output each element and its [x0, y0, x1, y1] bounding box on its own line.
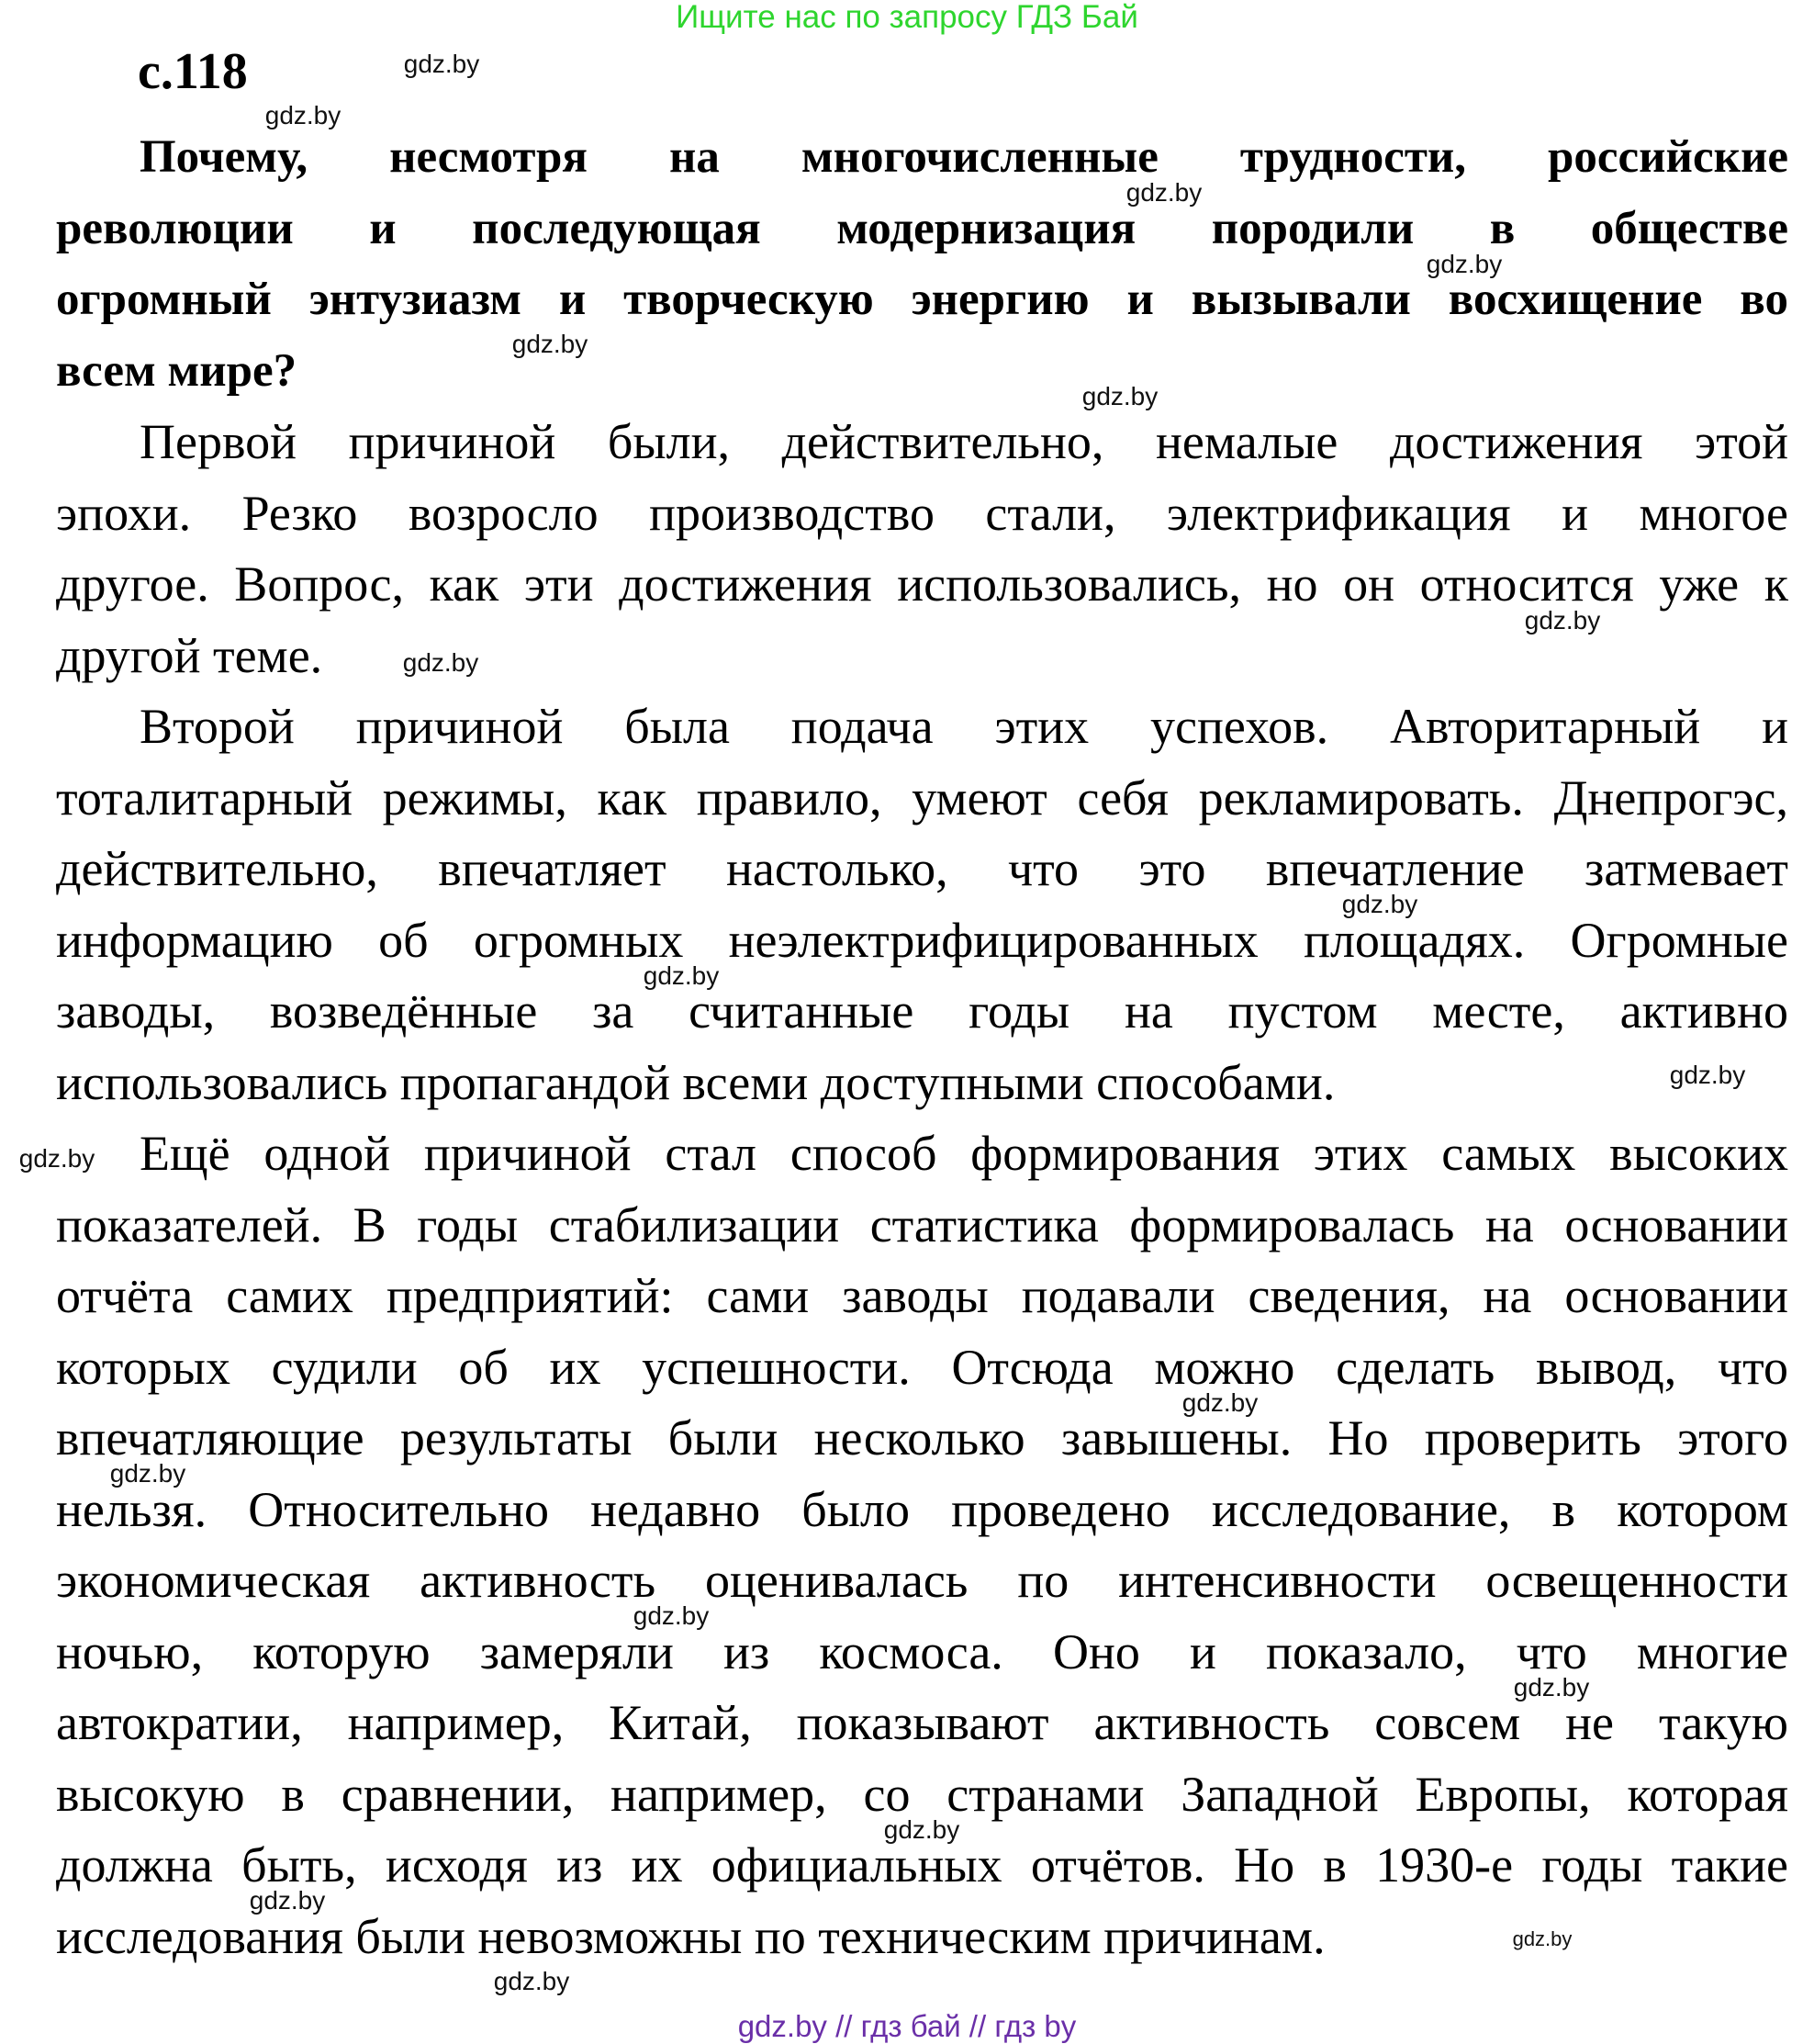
bottom-banner-links[interactable]: gdz.by // гдз бай // гдз by: [737, 2009, 1077, 2043]
watermark: gdz.by: [402, 648, 479, 677]
watermark: gdz.by: [1081, 382, 1159, 410]
question-line: всем мире?: [56, 344, 297, 397]
watermark: gdz.by: [1669, 1061, 1746, 1089]
question-heading: [56, 122, 1788, 407]
text-line: Первой причиной были, действительно, немалые достижения этой: [140, 414, 1788, 469]
watermark: gdz.by: [1181, 1388, 1259, 1417]
text-line: действительно, впечатляет настолько, что это впечатление затмевает: [56, 841, 1788, 896]
paragraph-2: [56, 691, 1788, 1118]
text-line: должна быть, исходя из их официальных отчётов. Но в 1930-е годы такие: [56, 1837, 1788, 1892]
watermark: gdz.by: [249, 1886, 326, 1915]
watermark: gdz.by: [1125, 178, 1203, 207]
watermark: gdz.by: [264, 101, 342, 129]
question-line: революции и последующая модернизация породили в обществе: [56, 202, 1788, 254]
watermark: gdz.by: [511, 330, 588, 358]
text-line: заводы, возведённые за считанные годы на пустом месте, активно: [56, 983, 1788, 1039]
text-line: другое. Вопрос, как эти достижения использовались, но он относится уже к: [56, 556, 1788, 612]
text-line: информацию об огромных неэлектрифицированных площадях. Огромные: [56, 912, 1788, 968]
watermark: gdz.by: [109, 1459, 186, 1488]
watermark: gdz.by: [883, 1815, 960, 1844]
watermark: gdz.by: [1426, 250, 1503, 278]
watermark: gdz.by: [1513, 1673, 1590, 1701]
text-line: тоталитарный режимы, как правило, умеют себя рекламировать. Днепрогэс,: [56, 769, 1788, 825]
text-line: эпохи. Резко возросло производство стали, электрификация и многое: [56, 485, 1788, 541]
text-line: нельзя. Относительно недавно было проведено исследование, в котором: [56, 1481, 1788, 1537]
text-line: которых судили об их успешности. Отсюда можно сделать вывод, что: [56, 1339, 1788, 1395]
watermark: gdz.by: [1341, 890, 1418, 918]
watermark: gdz.by: [403, 50, 480, 78]
text-line: Второй причиной была подача этих успехов. Авторитарный и: [140, 699, 1788, 754]
text-line: автократии, например, Китай, показывают активность совсем не такую: [56, 1695, 1788, 1750]
text-line: отчёта самих предприятий: сами заводы подавали сведения, на основании: [56, 1268, 1788, 1323]
watermark: gdz.by: [633, 1601, 710, 1630]
watermark: gdz.by: [643, 961, 720, 990]
text-line: ночью, которую замеряли из космоса. Оно и показало, что многие: [56, 1623, 1788, 1679]
text-line: впечатляющие результаты были несколько завышены. Но проверить этого: [56, 1410, 1788, 1466]
watermark: gdz.by: [493, 1967, 570, 1995]
top-banner-link[interactable]: Ищите нас по запросу ГДЗ Бай: [676, 0, 1138, 35]
text-line: другой теме.: [56, 627, 323, 683]
text-line: Ещё одной причиной стал способ формирования этих самых высоких: [140, 1126, 1788, 1181]
page-number: с.118: [138, 43, 248, 100]
text-line: показателей. В годы стабилизации статистика формировалась на основании: [56, 1196, 1788, 1252]
paragraph-1: [56, 407, 1788, 691]
text-line: исследования были невозможны по техническим причинам.: [56, 1908, 1326, 1964]
watermark: gdz.by: [1512, 1927, 1573, 1950]
text-line: использовались пропагандой всеми доступными способами.: [56, 1054, 1336, 1110]
text-line: высокую в сравнении, например, со странами Западной Европы, которая: [56, 1766, 1788, 1822]
watermark: gdz.by: [18, 1144, 95, 1173]
question-line: Почему, несмотря на многочисленные трудности, российские: [140, 131, 1788, 183]
text-line: экономическая активность оценивалась по интенсивности освещенности: [56, 1553, 1788, 1608]
paragraph-3: [56, 1118, 1788, 1972]
watermark: gdz.by: [1524, 606, 1601, 635]
question-line: огромный энтузиазм и творческую энергию и вызывали восхищение во: [56, 274, 1788, 325]
